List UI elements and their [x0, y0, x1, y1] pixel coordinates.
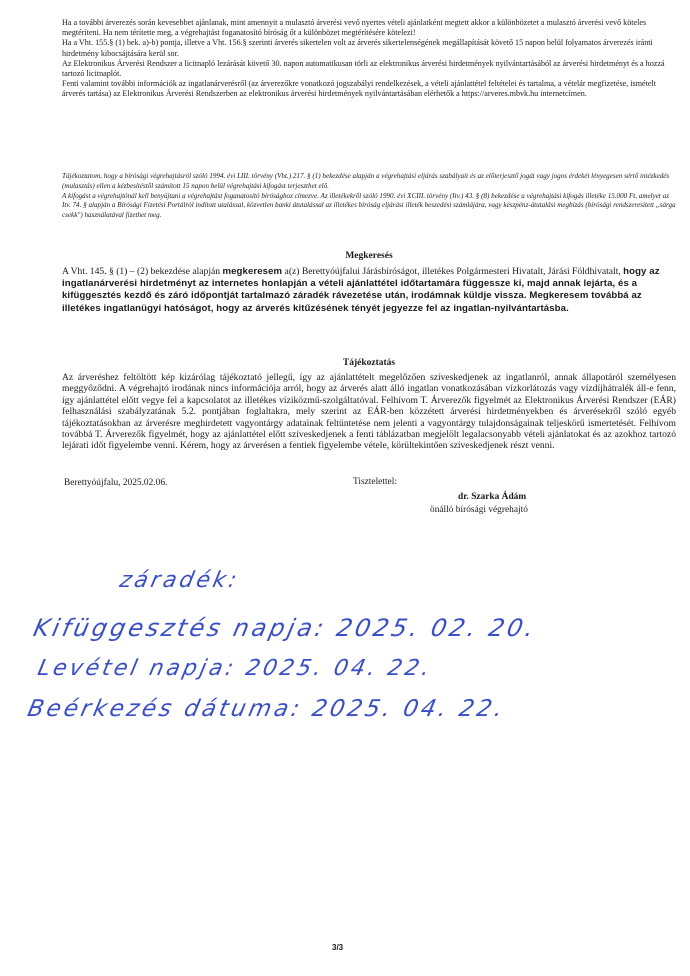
info-paragraph: Az árveréshez feltöltött kép kizárólag tájékoztató jellegű, így az ajánlattételt megelőzően szíveskedjenek az ingatlanról, annak állapotáról személyesen meggyőződni. A végrehajtó irodának nincs információja arról, hogy az árverés alatt álló ingatlan vonatkozásában vízkorlátozás vagy vízdíjhátralék áll-e fenn, így ajánlattétel előtt vegye fel a kapcsolatot az illetékes víziközmű-szolgáltatóval. Felhívom T. Árverezők figyelmét az Elektronikus Árverési Rendszer (EÁR) felhasználási szabályzatának 5.2. pontjában foglaltakra, mely szerint az EÁR-ben közzétett árverési hirdetményekben és árverésekről szóló egyéb tájékoztatásokban az árverésre meghirdetett vagyontárgy adatainak feltüntetése nem jelenti a vagyontárgy tulajdonságainak teljeskörű ismertetését. Felhívom továbbá T. Árverezők figyelmét, hogy az ajánlattétel előtt szíveskedjenek a fenti táblázatban megjelölt legalacsonyabb vételi ajánlatokat és az azokhoz tartozó lejárati időt figyelembe venni. Kérem, hogy az árverésen a fentiek figyelembe vétele, körültekintően szíveskedjenek részt venni. — [62, 372, 676, 452]
place-date: Berettyóújfalu, 2025.02.06. — [64, 478, 168, 488]
paragraph-more-info: Fenti valamint további információk az ingatlanárverésről (az árverezőkre vonatkozó jogszabályi rendelkezések, a vételi ajánlattétel feltételei és tartalma, a vételár megfizetése, ismételt árverés tartása) az Elektronikus Árverési Rendszerben az elektronikus árverési hirdetmények nyilvántartásában elérhetők a https://arveres.mbvk.hu internetcímen. — [62, 79, 656, 99]
page-number: 3/3 — [332, 943, 344, 952]
top-paragraphs — [62, 18, 676, 100]
notice-paragraph: A kifogást a végrehajtónál kell benyújtani a végrehajtást foganatosító bírósághoz címezve. Az illetékekről szóló 1990. évi XCIII. törvény (Itv.) 43. § (8) bekezdése a végrehajtási kifogás illetéke 15.000 Ft, amelyet az Itv. 74. § alapján a Bírósági Fizetési Portálról indított utalással, közvetlen banki átutalással az illetékes bíróság eljárási illeték beszedési számlájára, vagy készpénz-átutalási megbízás (bírósági rendszeresített „sárga csekk") használatával fizethet meg. — [62, 191, 676, 220]
handwritten-received-date: Beérkezés dátuma: 2025. 04. 22. — [25, 696, 508, 722]
handwritten-clause-label: záradék: — [117, 568, 242, 593]
signatory-title: önálló bírósági végrehajtó — [430, 505, 528, 515]
request-bold-text: hogy az ingatlanárverési hirdetményt az internetes honlapján a vételi ajánlattétel időtartamára függessze ki, majd annak lejárta, és a kifüggesztés kezdő és záró időpontját tartalmazó záradék rávezetése után, irodámnak küldje vissza. Megkeresem továbbá az illetékes ingatlanügyi hatóságot, hogy az árverés kitűzésének tényét jegyezze fel az ingatlan-nyilvántartásba. — [62, 266, 660, 314]
notice-paragraph: Tájékoztatom, hogy a bírósági végrehajtásról szóló 1994. évi LIII. törvény (Vht.) 217. § (1) bekezdése alapján a végrehajtási eljárás szabályait és az előterjesztő jogát vagy jogos érdekét lényegesen sértő intézkedés (mulasztás) ellen a kézbesítéstől számított 15 napon belül végrehajtási kifogást terjeszthet elő. — [62, 172, 670, 190]
request-heading: Megkeresés — [345, 251, 393, 261]
handwritten-posting-date: Kifüggesztés napja: 2025. 02. 20. — [31, 614, 540, 642]
request-addressees: a(z) Berettyóújfalui Járásbíróságot, illetékes Polgármesteri Hivatalt, Járási Földhivatalt, — [282, 266, 624, 277]
paragraph-ear-deletion: Az Elektronikus Árverési Rendszer a licitnapló lezárását követő 30. napon automatikusan törli az elektronikus árverési hirdetmények nyilvántartásából az árverési hirdetményt és a hozzá tartozó licitnaplót. — [62, 58, 665, 79]
signatory-name: dr. Szarka Ádám — [458, 492, 527, 502]
closing-greeting: Tisztelettel: — [353, 477, 397, 487]
handwritten-removal-date: Levétel napja: 2025. 04. 22. — [35, 656, 435, 681]
info-heading: Tájékoztatás — [342, 358, 396, 368]
request-lead: A Vht. 145. § (1) – (2) bekezdése alapján — [62, 266, 223, 277]
legal-notice — [62, 172, 676, 221]
request-keyword: megkeresem — [222, 266, 283, 277]
paragraph-difference: Ha a további árverezés során kevesebbet ajánlanak, mint amennyit a mulasztó árverési vevő nyertes vételi ajánlatként megtett akkor a különbözetet a mulasztó árverési vevő köteles megtéríteni. Ha nem térítette meg, a végrehajtást foganatosító bíróság őt a különbözet megtérítésére kötelezi! — [62, 18, 647, 38]
request-paragraph — [62, 266, 676, 315]
paragraph-continuous-auction: Ha a Vht. 155.§ (1) bek. a)-b) pontja, illetve a Vht. 156.§ szerinti árverés sikertelen volt az árverés sikertelenségének megállapítását követő 15 napon belül folyamatos árverezés iránti hirdetmény kibocsájtására kerül sor. — [62, 38, 653, 58]
